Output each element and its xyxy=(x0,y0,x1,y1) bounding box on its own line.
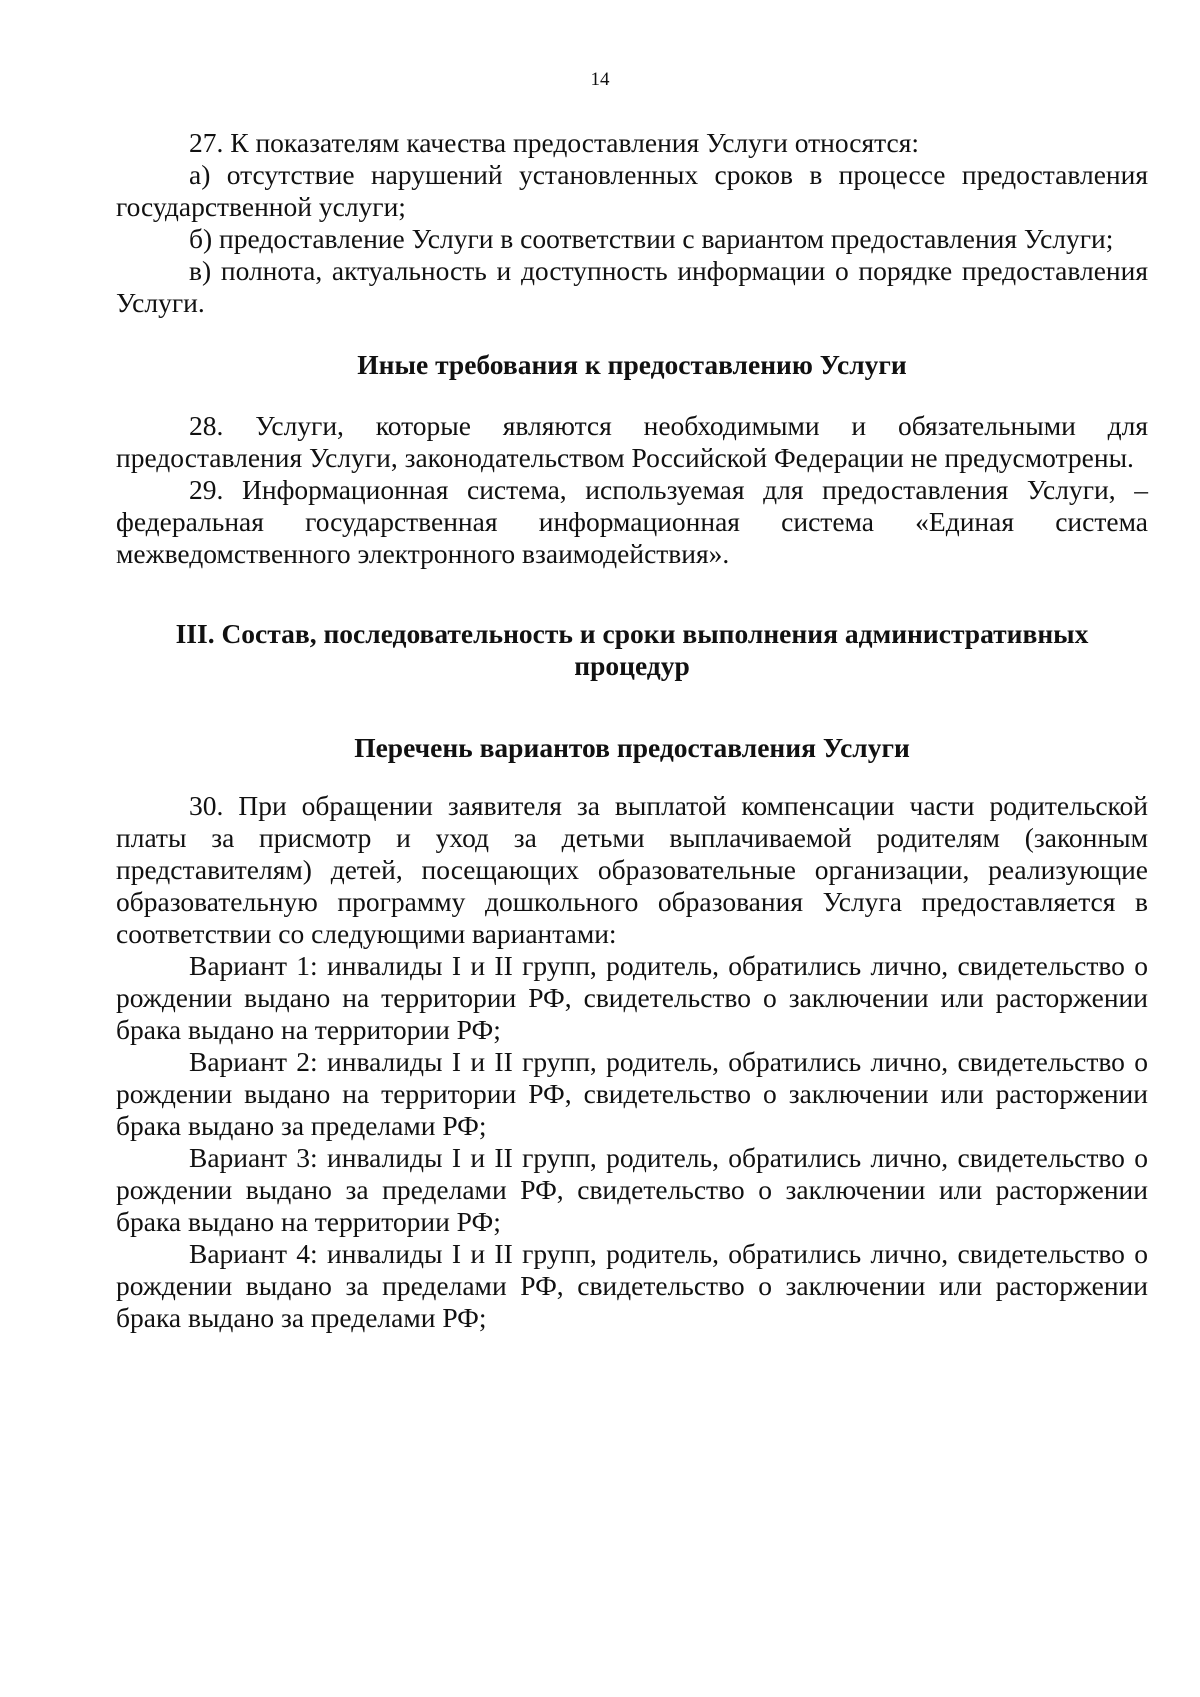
paragraph-29: 29. Информационная система, используемая для предоставления Услуги, – федеральная государственная информационная система «Единая система межведомственного электронного взаимодействия». xyxy=(116,474,1148,569)
page-number: 14 xyxy=(590,69,610,90)
paragraph-28: 28. Услуги, которые являются необходимыми и обязательными для предоставления Услуги, законодательством Российской Федерации не предусмотрены. xyxy=(116,410,1148,473)
heading-other-requirements: Иные требования к предоставлению Услуги xyxy=(357,349,907,380)
heading-variants-list: Перечень вариантов предоставления Услуги xyxy=(354,732,910,763)
variant-1: Вариант 1: инвалиды I и II групп, родитель, обратились лично, свидетельство о рождении выдано на территории РФ, свидетельство о заключении или расторжении брака выдано на территории РФ; xyxy=(116,950,1148,1045)
variant-4: Вариант 4: инвалиды I и II групп, родитель, обратились лично, свидетельство о рождении выдано за пределами РФ, свидетельство о заключении или расторжении брака выдано за пределами РФ; xyxy=(116,1238,1148,1333)
paragraph-27: 27. К показателям качества предоставления Услуги относятся: xyxy=(189,127,919,158)
variant-3: Вариант 3: инвалиды I и II групп, родитель, обратились лично, свидетельство о рождении выдано за пределами РФ, свидетельство о заключении или расторжении брака выдано на территории РФ; xyxy=(116,1142,1148,1237)
paragraph-30: 30. При обращении заявителя за выплатой компенсации части родительской платы за присмотр и уход за детьми выплачиваемой родителям (законным представителям) детей, посещающих образовательные организации, реализующие образовательную программу дошкольного образования Услуга предоставляется в соответствии со следующими вариантами: xyxy=(116,790,1148,949)
paragraph-27-b: б) предоставление Услуги в соответствии с вариантом предоставления Услуги; xyxy=(189,223,1114,254)
page-content xyxy=(116,127,1148,1334)
variant-2: Вариант 2: инвалиды I и II групп, родитель, обратились лично, свидетельство о рождении выдано на территории РФ, свидетельство о заключении или расторжении брака выдано за пределами РФ; xyxy=(116,1046,1148,1141)
paragraph-27-v: в) полнота, актуальность и доступность информации о порядке предоставления Услуги. xyxy=(116,255,1148,318)
paragraph-27-a: а) отсутствие нарушений установленных сроков в процессе предоставления государственной услуги; xyxy=(116,159,1148,222)
section-heading-iii: III. Состав, последовательность и сроки выполнения административных процедур xyxy=(175,618,1089,681)
